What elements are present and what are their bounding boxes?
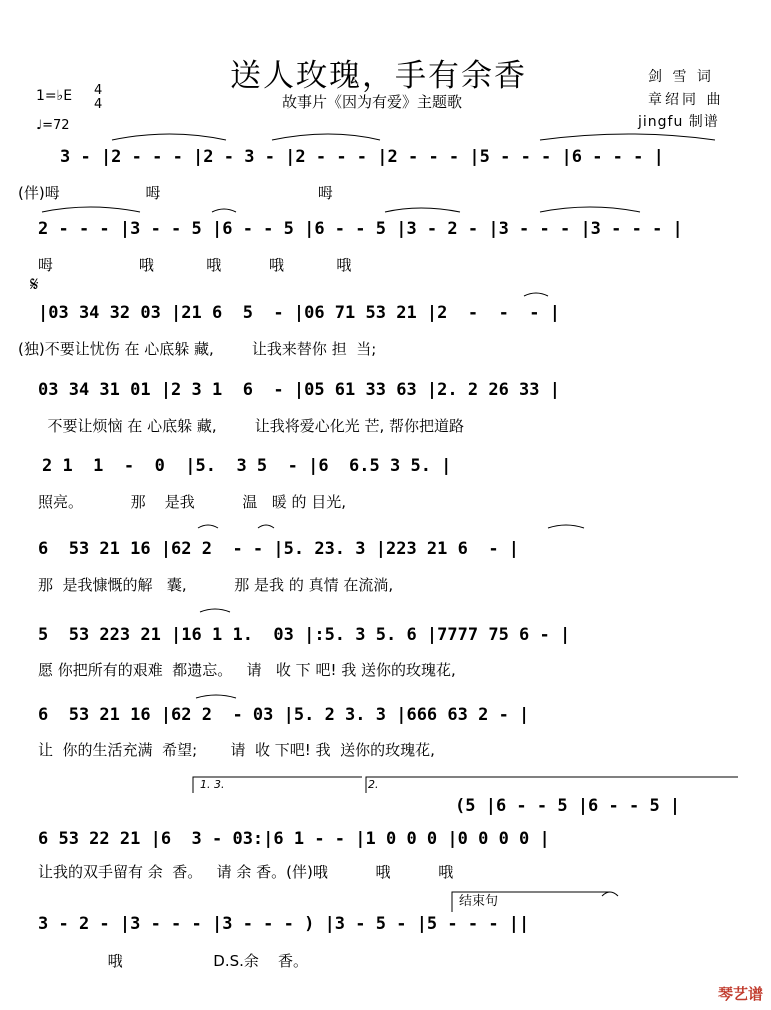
time-signature: 4 4 xyxy=(94,83,103,112)
score-row-8: 6 53 21 16 |62 2 - 03 |5. 2 3. 3 |666 63 2 - | xyxy=(38,705,530,725)
lyrics-row-1: (伴)呣 呣 呣 xyxy=(18,184,333,202)
transcriber-credit: jingfu 制谱 xyxy=(638,114,719,130)
coda-bracket xyxy=(452,892,610,912)
slur xyxy=(198,525,218,528)
slur xyxy=(540,134,715,140)
slur xyxy=(540,207,640,212)
volta-bracket-first xyxy=(193,777,362,793)
slur xyxy=(524,293,548,296)
score-row-3: |03 34 32 03 |21 6 5 - |06 71 53 21 |2 - - - | xyxy=(38,303,560,323)
lyricist-credit: 剑 雪 词 xyxy=(648,69,714,85)
lyrics-row-5: 照亮。 那 是我 温 暖 的 目光, xyxy=(38,493,347,511)
lyrics-row-7: 愿 你把所有的艰难 都遗忘。 请 收 下 吧! 我 送你的玫瑰花, xyxy=(38,661,456,679)
lyrics-row-4: 不要让烦恼 在 心底躲 藏, 让我将爱心化光 芒, 帮你把道路 xyxy=(38,417,465,435)
slur xyxy=(196,695,236,698)
score-row-5: 2 1 1 - 0 |5. 3 5 - |6 6.5 3 5. | xyxy=(42,456,452,476)
lyrics-row-9: 让我的双手留有 余 香。 请 余 香。(伴)哦 哦 哦 xyxy=(38,863,454,881)
intro-notes: (5 |6 - - 5 |6 - - 5 | xyxy=(455,796,681,816)
slur xyxy=(385,208,460,212)
score-row-9: 6 53 22 21 |6 3 - 03:|6 1 - - |1 0 0 0 |0 0 0 0 | xyxy=(38,829,550,849)
score-row-7: 5 53 223 21 |16 1 1. 03 |:5. 3 5. 6 |7777 75 6 - | xyxy=(38,625,571,645)
key-signature: 1=♭E xyxy=(36,88,73,104)
song-subtitle: 故事片《因为有爱》主题歌 xyxy=(282,93,463,111)
score-row-4: 03 34 31 01 |2 3 1 6 - |05 61 33 63 |2. 2 26 33 | xyxy=(38,380,560,400)
lyrics-row-10: 哦 D.S.余 香。 xyxy=(60,952,308,970)
volta-bracket-second xyxy=(366,777,738,793)
lyrics-row-2: 呣 哦 哦 哦 哦 xyxy=(38,256,352,274)
slur xyxy=(200,609,230,612)
lyrics-row-8: 让 你的生活充满 希望; 请 收 下吧! 我 送你的玫瑰花, xyxy=(38,741,435,759)
tempo-marking: ♩=72 xyxy=(36,118,70,133)
score-row-1: 3 - |2 - - - |2 - 3 - |2 - - - |2 - - - |5 - - - |6 - - - | xyxy=(60,147,664,167)
segno-icon: 𝄋 xyxy=(30,272,39,296)
composer-credit: 章绍同 曲 xyxy=(648,92,724,108)
slur xyxy=(42,207,140,212)
volta-first: 1. 3. xyxy=(200,778,225,791)
coda-label: 结束句 xyxy=(459,894,499,909)
score-row-2: 2 - - - |3 - - 5 |6 - - 5 |6 - - 5 |3 - 2 - |3 - - - |3 - - - | xyxy=(38,219,683,239)
watermark-logo: 琴艺谱 xyxy=(717,985,763,1003)
slur xyxy=(212,209,236,212)
score-row-10: 3 - 2 - |3 - - - |3 - - - ) |3 - 5 - |5 - - - || xyxy=(38,914,530,934)
slur xyxy=(112,134,226,140)
slur xyxy=(548,525,584,528)
song-title: 送人玫瑰，手有余香 xyxy=(230,58,527,94)
fermata-icon xyxy=(602,892,618,896)
slur xyxy=(258,525,274,528)
volta-second: 2. xyxy=(368,778,379,791)
slur xyxy=(272,134,380,140)
score-row-6: 6 53 21 16 |62 2 - - |5. 23. 3 |223 21 6 - | xyxy=(38,539,520,559)
lyrics-row-6: 那 是我慷慨的解 囊, 那 是我 的 真情 在流淌, xyxy=(38,576,394,594)
lyrics-row-3: (独)不要让忧伤 在 心底躲 藏, 让我来替你 担 当; xyxy=(18,340,377,358)
